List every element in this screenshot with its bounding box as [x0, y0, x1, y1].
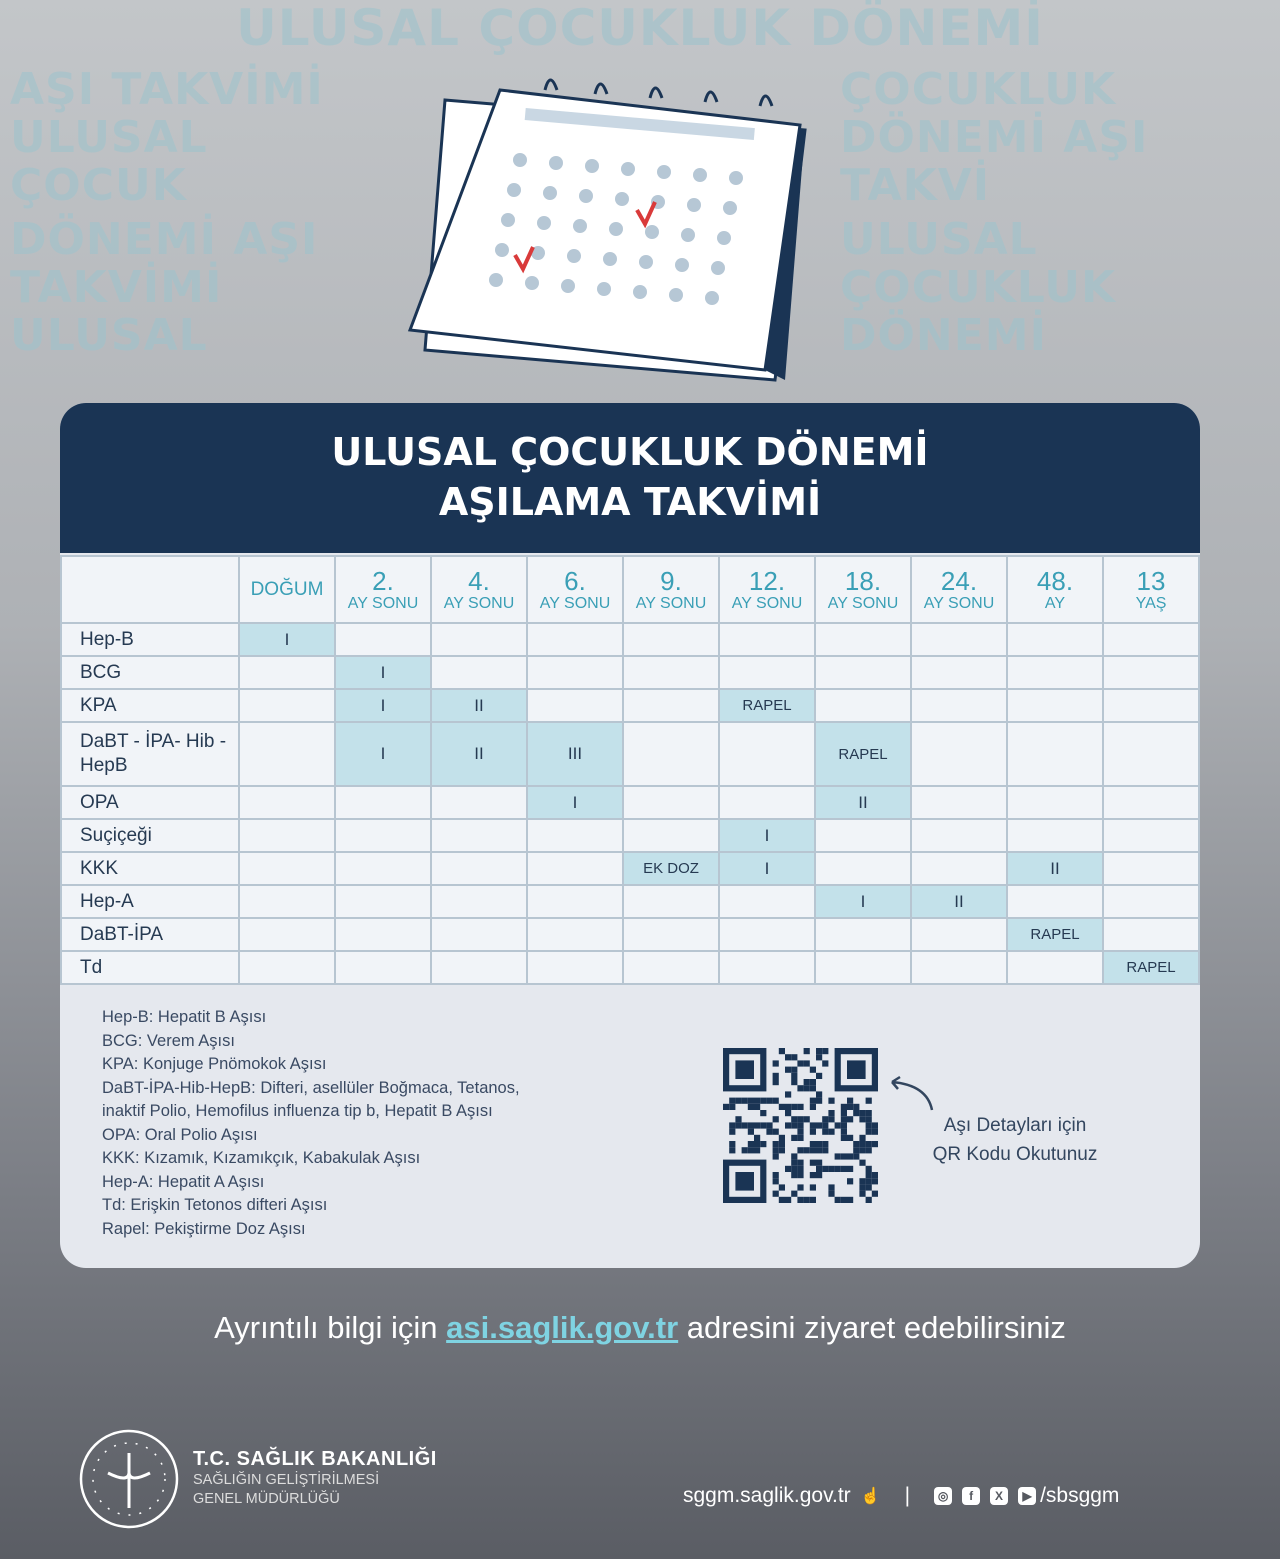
- calendar-day-dot: [543, 186, 557, 200]
- dose-cell: [623, 623, 719, 656]
- youtube-icon[interactable]: ▶: [1018, 1487, 1036, 1505]
- table-row: [61, 722, 1199, 786]
- table-row: [61, 623, 1199, 656]
- legend-item: DaBT-İPA-Hib-HepB: Difteri, asellüler Boğmaca, Tetanos,: [102, 1078, 520, 1097]
- legend-item: Hep-B: Hepatit B Aşısı: [102, 1008, 267, 1026]
- dose-cell: [431, 852, 527, 885]
- dose-cell: [239, 852, 335, 885]
- vaccine-name: BCG: [61, 656, 239, 689]
- column-header: [719, 556, 815, 623]
- dose-cell: [239, 786, 335, 819]
- pointer-icon: ☝: [860, 1488, 881, 1505]
- column-unit: AY SONU: [347, 594, 419, 612]
- instagram-icon[interactable]: ◎: [934, 1487, 952, 1505]
- calendar-day-dot: [705, 291, 719, 305]
- calendar-day-dot: [621, 162, 635, 176]
- dose-cell: [239, 722, 335, 786]
- watermark-line: AŞI TAKVİMİ ULUSAL ÇOCUK: [10, 64, 324, 211]
- dose-cell: [815, 951, 911, 984]
- calendar-day-dot: [729, 171, 743, 185]
- dose-cell: [911, 656, 1007, 689]
- calendar-day-dot: [639, 255, 653, 269]
- column-unit: AY: [1044, 594, 1066, 612]
- dose-cell: [815, 656, 911, 689]
- dose-cell: [911, 819, 1007, 852]
- dose-cell: [815, 689, 911, 722]
- dose-cell: [719, 918, 815, 951]
- legend-item: Td: Erişkin Tetonos difteri Aşısı: [102, 1196, 328, 1214]
- org-sub-1: SAĞLIĞIN GELİŞTİRİLMESİ: [193, 1472, 380, 1488]
- vaccine-name: KPA: [61, 689, 239, 722]
- column-number: 4.: [468, 565, 490, 596]
- dose-cell: [911, 918, 1007, 951]
- dose-cell: RAPEL: [1007, 918, 1103, 951]
- calendar-day-dot: [489, 273, 503, 287]
- dose-cell: [527, 623, 623, 656]
- watermark-line: DÖNEMİ AŞI TAKVİMİ ULUSAL: [10, 214, 319, 361]
- dose-cell: [623, 689, 719, 722]
- calendar-day-dot: [597, 282, 611, 296]
- dose-cell: [1103, 852, 1199, 885]
- separator: |: [904, 1484, 911, 1507]
- dose-cell: [623, 656, 719, 689]
- column-number: 2.: [372, 565, 394, 596]
- dose-cell: EK DOZ: [623, 852, 719, 885]
- vaccine-name: KKK: [61, 852, 239, 885]
- watermark-line: ULUSAL ÇOCUKLUK DÖNEMİ: [236, 0, 1044, 57]
- card-title: [60, 403, 1200, 553]
- dose-cell: [1103, 722, 1199, 786]
- column-number: 9.: [660, 565, 682, 596]
- qr-line-2: QR Kodu Okutunuz: [932, 1144, 1098, 1165]
- vaccine-name: Suçiçeği: [61, 819, 239, 852]
- dose-cell: [1007, 786, 1103, 819]
- dose-cell: [719, 722, 815, 786]
- dose-cell: I: [239, 623, 335, 656]
- legend-item: OPA: Oral Polio Aşısı: [102, 1125, 258, 1144]
- dose-cell: I: [335, 722, 431, 786]
- footer-info: [0, 1310, 1280, 1346]
- dose-cell: [239, 656, 335, 689]
- dose-cell: [527, 918, 623, 951]
- calendar-day-dot: [579, 189, 593, 203]
- social-links: [683, 1484, 1119, 1508]
- dose-cell: [335, 852, 431, 885]
- org-sub-2: GENEL MÜDÜRLÜĞÜ: [193, 1491, 340, 1507]
- table-row: [61, 689, 1199, 722]
- dose-cell: [1007, 885, 1103, 918]
- dose-cell: [239, 951, 335, 984]
- calendar-day-dot: [549, 156, 563, 170]
- dose-cell: [623, 786, 719, 819]
- dose-cell: [1103, 786, 1199, 819]
- dose-cell: [239, 689, 335, 722]
- organization-name: [193, 1448, 437, 1509]
- column-header: [623, 556, 719, 623]
- dose-cell: [527, 689, 623, 722]
- column-number: 6.: [564, 565, 586, 596]
- dose-cell: [1007, 819, 1103, 852]
- dose-cell: [623, 722, 719, 786]
- dose-cell: RAPEL: [719, 689, 815, 722]
- footer-pre: Ayrıntılı bilgi için: [214, 1310, 438, 1345]
- dose-cell: III: [527, 722, 623, 786]
- dose-cell: [1103, 623, 1199, 656]
- dose-cell: [719, 623, 815, 656]
- column-unit: AY SONU: [923, 594, 995, 612]
- dose-cell: [335, 951, 431, 984]
- dose-cell: [911, 722, 1007, 786]
- calendar-illustration: [405, 60, 825, 390]
- dose-cell: [911, 951, 1007, 984]
- dose-cell: [239, 885, 335, 918]
- dose-cell: II: [1007, 852, 1103, 885]
- dose-cell: I: [335, 656, 431, 689]
- dose-cell: RAPEL: [815, 722, 911, 786]
- table-row: [61, 951, 1199, 984]
- dose-cell: [431, 918, 527, 951]
- calendar-day-dot: [681, 228, 695, 242]
- column-header: [815, 556, 911, 623]
- vaccine-name: Td: [61, 951, 239, 984]
- dose-cell: [815, 918, 911, 951]
- dose-cell: [431, 951, 527, 984]
- dose-cell: [1103, 918, 1199, 951]
- table-row: [61, 918, 1199, 951]
- column-header: [239, 556, 335, 623]
- dose-cell: [335, 786, 431, 819]
- calendar-day-dot: [711, 261, 725, 275]
- dose-cell: [239, 918, 335, 951]
- dose-cell: [911, 623, 1007, 656]
- vaccine-name: Hep-B: [61, 623, 239, 656]
- dose-cell: [1007, 623, 1103, 656]
- column-number: 13: [1136, 565, 1166, 596]
- dose-cell: [239, 819, 335, 852]
- arrow-icon: [882, 1075, 942, 1115]
- header-empty: [61, 556, 239, 623]
- column-header: [911, 556, 1007, 623]
- dose-cell: [431, 819, 527, 852]
- watermark-line: ULUSAL ÇOCUKLUK DÖNEMİ: [840, 214, 1117, 361]
- dose-cell: II: [911, 885, 1007, 918]
- dose-cell: [1103, 885, 1199, 918]
- dose-cell: [335, 918, 431, 951]
- dose-cell: [431, 786, 527, 819]
- dose-cell: [911, 852, 1007, 885]
- title-line-2: AŞILAMA TAKVİMİ: [438, 480, 822, 524]
- table-row: [61, 786, 1199, 819]
- table-row: [61, 885, 1199, 918]
- vaccine-name: Hep-A: [61, 885, 239, 918]
- calendar-day-dot: [717, 231, 731, 245]
- dose-cell: [815, 819, 911, 852]
- calendar-day-dot: [615, 192, 629, 206]
- dose-cell: [527, 885, 623, 918]
- title-line-1: ULUSAL ÇOCUKLUK DÖNEMİ: [331, 430, 929, 474]
- column-header: [431, 556, 527, 623]
- vaccine-name: OPA: [61, 786, 239, 819]
- dose-cell: [815, 852, 911, 885]
- x-icon[interactable]: X: [990, 1487, 1008, 1505]
- dose-cell: [1103, 656, 1199, 689]
- dose-cell: [719, 951, 815, 984]
- dose-cell: [623, 951, 719, 984]
- dose-cell: [527, 852, 623, 885]
- table-header-row: [61, 556, 1199, 623]
- dose-cell: [1007, 689, 1103, 722]
- dose-cell: II: [431, 689, 527, 722]
- legend-item: Rapel: Pekiştirme Doz Aşısı: [102, 1219, 306, 1238]
- calendar-day-dot: [537, 216, 551, 230]
- calendar-day-dot: [669, 288, 683, 302]
- column-number: 18.: [844, 565, 882, 596]
- legend-item: Hep-A: Hepatit A Aşısı: [102, 1172, 265, 1191]
- calendar-day-dot: [609, 222, 623, 236]
- dose-cell: [527, 656, 623, 689]
- dose-cell: [719, 786, 815, 819]
- dose-cell: [719, 885, 815, 918]
- column-unit: AY SONU: [539, 594, 611, 612]
- dose-cell: II: [815, 786, 911, 819]
- dose-cell: [1007, 656, 1103, 689]
- dose-cell: [335, 623, 431, 656]
- column-unit: YAŞ: [1135, 594, 1167, 612]
- column-number: 12.: [748, 565, 786, 596]
- schedule-table: [60, 555, 1200, 985]
- column-header: [335, 556, 431, 623]
- dose-cell: [719, 656, 815, 689]
- qr-line-1: Aşı Detayları için: [943, 1115, 1087, 1136]
- dose-cell: [911, 689, 1007, 722]
- sggm-site-link[interactable]: sggm.saglik.gov.tr: [683, 1484, 851, 1507]
- calendar-day-dot: [513, 153, 527, 167]
- legend-item: inaktif Polio, Hemofilus influenza tip b, Hepatit B Aşısı: [102, 1102, 493, 1120]
- column-number: 24.: [940, 565, 978, 596]
- column-unit: AY SONU: [731, 594, 803, 612]
- dose-cell: I: [527, 786, 623, 819]
- calendar-day-dot: [501, 213, 515, 227]
- dose-cell: [335, 885, 431, 918]
- qr-code[interactable]: [723, 1048, 878, 1203]
- calendar-day-dot: [645, 225, 659, 239]
- dose-cell: [431, 623, 527, 656]
- dose-cell: I: [719, 819, 815, 852]
- calendar-day-dot: [693, 168, 707, 182]
- calendar-day-dot: [675, 258, 689, 272]
- calendar-day-dot: [603, 252, 617, 266]
- website-link[interactable]: asi.saglik.gov.tr: [446, 1310, 679, 1345]
- dose-cell: [335, 819, 431, 852]
- dose-cell: [431, 885, 527, 918]
- legend-item: KPA: Konjuge Pnömokok Aşısı: [102, 1055, 327, 1073]
- vaccine-name: DaBT - İPA- Hib - HepB: [61, 722, 239, 786]
- dose-cell: [623, 819, 719, 852]
- column-header: [1103, 556, 1199, 623]
- footer-post: adresini ziyaret edebilirsiniz: [686, 1310, 1066, 1345]
- table-row: [61, 852, 1199, 885]
- calendar-day-dot: [633, 285, 647, 299]
- calendar-day-dot: [561, 279, 575, 293]
- column-number: 48.: [1036, 565, 1074, 596]
- calendar-day-dot: [687, 198, 701, 212]
- dose-cell: [623, 885, 719, 918]
- abbreviation-legend: [102, 1006, 520, 1241]
- calendar-day-dot: [567, 249, 581, 263]
- column-unit: AY SONU: [827, 594, 899, 612]
- column-unit: DOĞUM: [250, 578, 324, 600]
- dose-cell: [1007, 951, 1103, 984]
- dose-cell: [815, 623, 911, 656]
- calendar-day-dot: [573, 219, 587, 233]
- legend-item: KKK: Kızamık, Kızamıkçık, Kabakulak Aşısı: [102, 1149, 421, 1167]
- vaccine-name: DaBT-İPA: [61, 918, 239, 951]
- legend-item: BCG: Verem Aşısı: [102, 1031, 235, 1050]
- dose-cell: RAPEL: [1103, 951, 1199, 984]
- calendar-day-dot: [657, 165, 671, 179]
- dose-cell: [527, 951, 623, 984]
- calendar-day-dot: [723, 201, 737, 215]
- dose-cell: [1103, 689, 1199, 722]
- calendar-day-dot: [507, 183, 521, 197]
- dose-cell: I: [815, 885, 911, 918]
- dose-cell: [623, 918, 719, 951]
- dose-cell: [1007, 722, 1103, 786]
- dose-cell: [527, 819, 623, 852]
- calendar-day-dot: [495, 243, 509, 257]
- ministry-logo: [78, 1428, 180, 1530]
- column-unit: AY SONU: [635, 594, 707, 612]
- org-title: T.C. SAĞLIK BAKANLIĞI: [193, 1448, 437, 1470]
- watermark-line: ÇOCUKLUK DÖNEMİ AŞI TAKVİ: [840, 64, 1149, 211]
- vaccination-schedule-card: [60, 403, 1200, 1268]
- table-row: [61, 656, 1199, 689]
- calendar-day-dot: [585, 159, 599, 173]
- dose-cell: [431, 656, 527, 689]
- column-header: [527, 556, 623, 623]
- social-handle[interactable]: /sbsggm: [1040, 1484, 1120, 1507]
- dose-cell: [911, 786, 1007, 819]
- dose-cell: [1103, 819, 1199, 852]
- qr-instruction: [900, 1111, 1130, 1169]
- column-unit: AY SONU: [443, 594, 515, 612]
- calendar-day-dot: [525, 276, 539, 290]
- facebook-icon[interactable]: f: [962, 1487, 980, 1505]
- column-header: [1007, 556, 1103, 623]
- table-row: [61, 819, 1199, 852]
- dose-cell: I: [335, 689, 431, 722]
- dose-cell: I: [719, 852, 815, 885]
- dose-cell: II: [431, 722, 527, 786]
